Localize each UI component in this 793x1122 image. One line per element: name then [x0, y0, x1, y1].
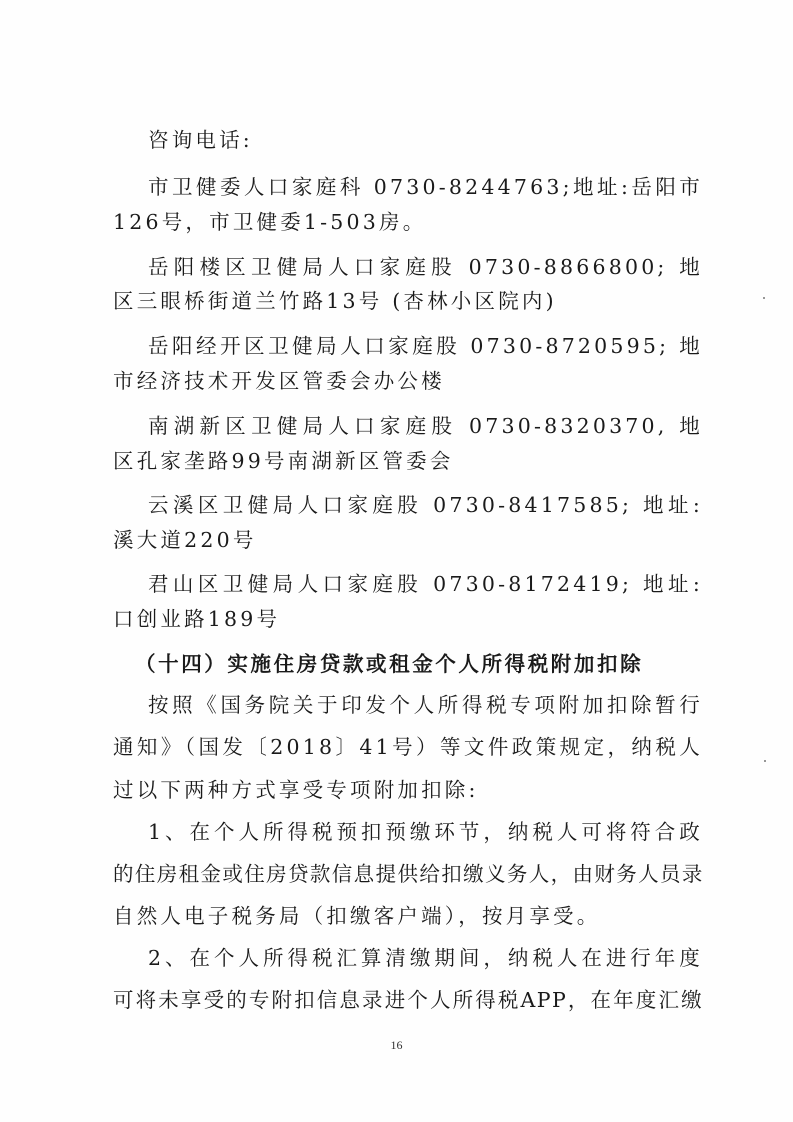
page-number: 16 — [390, 1038, 403, 1052]
contact-nanhu-line-2: 区孔家垄路99号南湖新区管委会 — [113, 449, 454, 473]
scan-speck — [763, 297, 765, 299]
method-1-line-2: 的住房租金或住房贷款信息提供给扣缴义务人，由财务人员录 — [113, 862, 703, 886]
contact-city-line-1: 市卫健委人口家庭科 0730-8244763;地址:岳阳市 — [148, 175, 703, 199]
contact-yueyanglou-line-1: 岳阳楼区卫健局人口家庭股 0730-8866800; 地 — [148, 255, 703, 279]
method-1-line-1: 1、在个人所得税预扣预缴环节，纳税人可将符合政 — [148, 820, 703, 844]
contact-yunxi-line-2: 溪大道220号 — [113, 528, 257, 552]
contact-jingkai-line-2: 市经济技术开发区管委会办公楼 — [113, 369, 445, 393]
scan-speck — [764, 760, 766, 762]
method-2-line-1: 2、在个人所得税汇算清缴期间，纳税人在进行年度 — [148, 946, 703, 970]
consult-phone-heading: 咨询电话: — [148, 128, 253, 152]
contact-junshan-line-2: 口创业路189号 — [113, 607, 281, 631]
method-2-line-2: 可将未享受的专附扣信息录进个人所得税APP，在年度汇缴 — [113, 988, 703, 1012]
policy-para-line-2: 通知》（国发〔2018〕41号）等文件政策规定，纳税人 — [113, 735, 703, 759]
contact-junshan-line-1: 君山区卫健局人口家庭股 0730-8172419; 地址: — [148, 572, 703, 596]
contact-jingkai-line-1: 岳阳经开区卫健局人口家庭股 0730-8720595; 地 — [148, 334, 703, 358]
method-1-line-3: 自然人电子税务局（扣缴客户端），按月享受。 — [113, 904, 601, 928]
contact-nanhu-line-1: 南湖新区卫健局人口家庭股 0730-8320370, 地 — [148, 414, 703, 438]
contact-city-line-2: 126号，市卫健委1-503房。 — [113, 210, 427, 234]
contact-yueyanglou-line-2: 区三眼桥街道兰竹路13号 (杏林小区院内) — [113, 289, 557, 313]
policy-para-line-1: 按照《国务院关于印发个人所得税专项附加扣除暂行 — [148, 693, 703, 717]
policy-para-line-3: 过以下两种方式享受专项附加扣除: — [113, 778, 479, 802]
contact-yunxi-line-1: 云溪区卫健局人口家庭股 0730-8417585; 地址: — [148, 493, 703, 517]
section-heading: （十四）实施住房贷款或租金个人所得税附加扣除 — [135, 652, 644, 676]
